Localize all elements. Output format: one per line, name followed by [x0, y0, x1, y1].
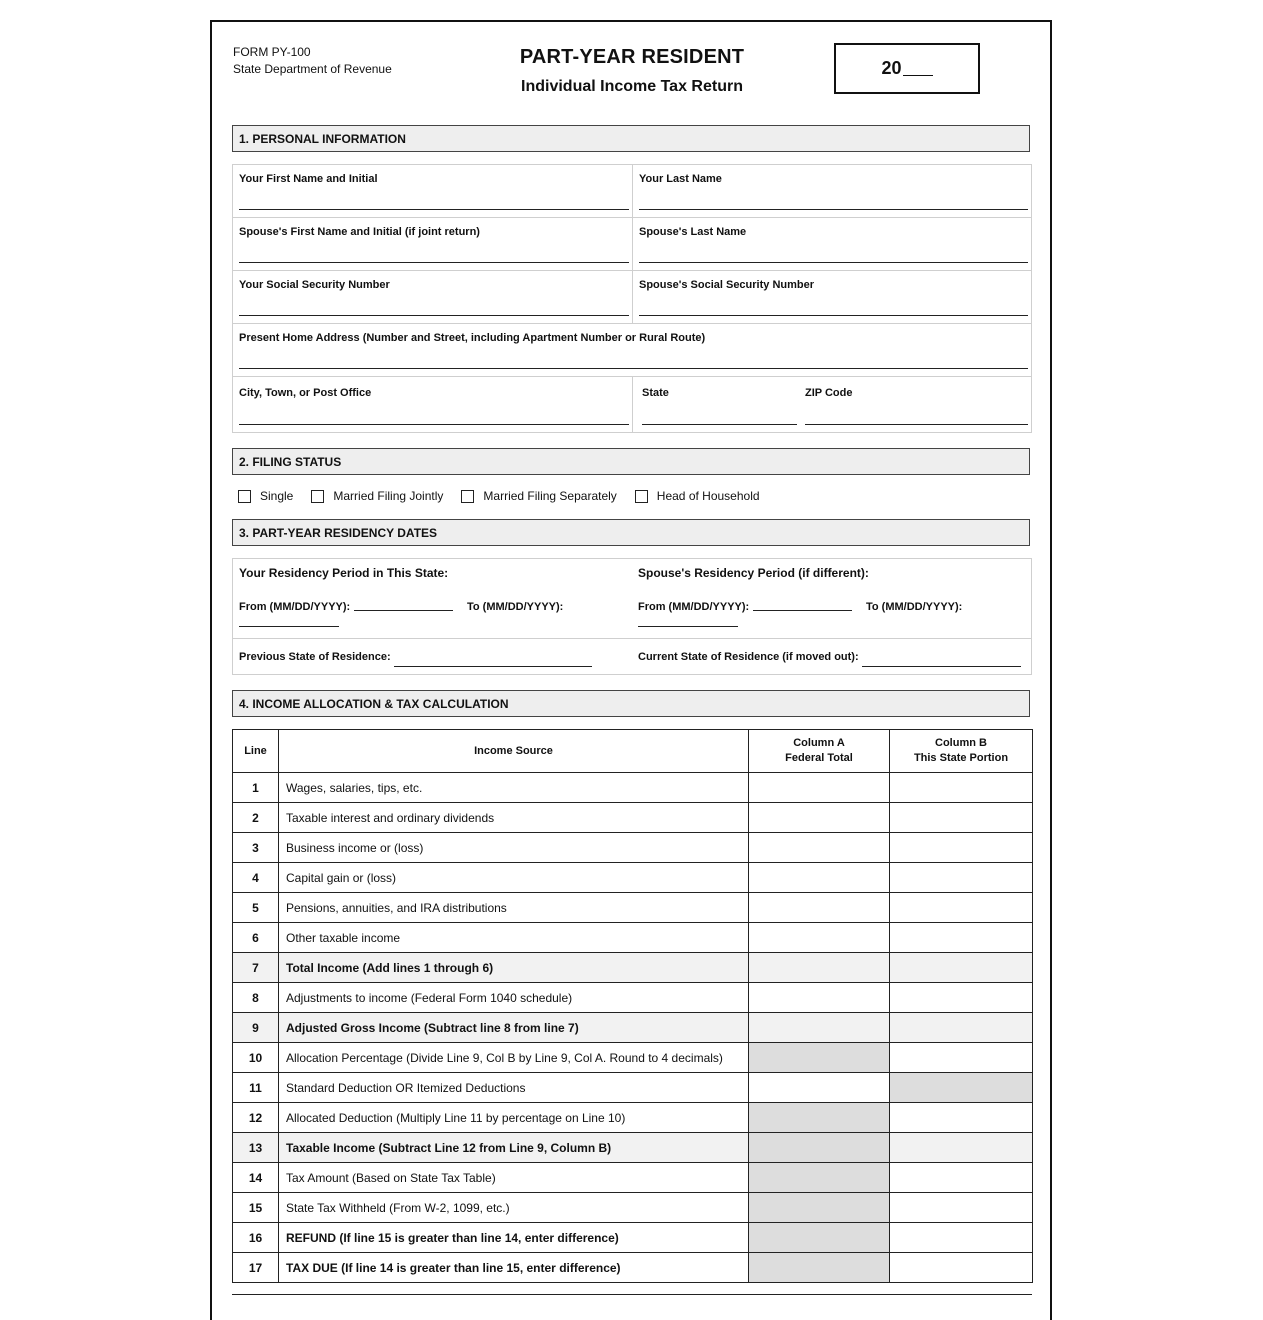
column-b-cell[interactable] — [890, 773, 1033, 803]
column-header-source: Income Source — [279, 730, 749, 773]
section-personal-info-heading: 1. PERSONAL INFORMATION — [232, 125, 1030, 152]
column-b-cell[interactable] — [890, 953, 1033, 983]
spouse-ssn-label: Spouse's Social Security Number — [639, 279, 815, 291]
form-title-block — [432, 46, 832, 96]
line-description: REFUND (If line 15 is greater than line 14, enter difference) — [279, 1223, 749, 1253]
column-a-cell-shaded — [749, 1223, 890, 1253]
city-field[interactable] — [233, 377, 632, 432]
column-a-cell[interactable] — [749, 983, 890, 1013]
column-a-cell[interactable] — [749, 803, 890, 833]
income-table — [232, 729, 1033, 1283]
column-b-cell[interactable] — [890, 923, 1033, 953]
column-b-cell[interactable] — [890, 1013, 1033, 1043]
column-b-cell[interactable] — [890, 1223, 1033, 1253]
table-row — [233, 953, 1033, 983]
filing-status-options — [238, 489, 778, 503]
table-row — [233, 1073, 1033, 1103]
income-table-header — [233, 730, 1033, 773]
spouse-first-name-label: Spouse's First Name and Initial (if joint return) — [239, 226, 480, 238]
table-row — [233, 983, 1033, 1013]
table-row — [233, 1223, 1033, 1253]
form-subtitle: Individual Income Tax Return — [521, 78, 743, 95]
spouse-last-name-field[interactable] — [632, 218, 1031, 270]
filing-status-married-jointly[interactable] — [311, 489, 443, 503]
ssn-field[interactable] — [233, 271, 632, 323]
state-zip-field — [632, 377, 1031, 432]
option-label: Married Filing Jointly — [333, 489, 444, 503]
previous-state-field — [233, 639, 632, 674]
column-a-cell-shaded — [749, 1253, 890, 1283]
spouse-to-label: To (MM/DD/YYYY): — [866, 601, 963, 613]
column-b-subtitle: This State Portion — [913, 752, 1009, 764]
first-name-line[interactable] — [239, 209, 629, 210]
line-number: 3 — [233, 833, 279, 863]
table-row — [233, 1163, 1033, 1193]
current-state-field — [632, 639, 1031, 674]
previous-state-label: Previous State of Residence: — [239, 651, 391, 663]
option-label: Head of Household — [656, 489, 760, 503]
spouse-ssn-line[interactable] — [639, 315, 1028, 316]
line-description: Capital gain or (loss) — [279, 863, 749, 893]
line-number: 15 — [233, 1193, 279, 1223]
spouse-last-name-line[interactable] — [639, 262, 1028, 263]
column-b-cell[interactable] — [890, 1133, 1033, 1163]
last-name-label: Your Last Name — [639, 173, 722, 185]
tax-year-blank[interactable] — [903, 61, 933, 76]
zip-label: ZIP Code — [805, 387, 853, 399]
option-label: Single — [260, 489, 294, 503]
column-a-cell-shaded — [749, 1163, 890, 1193]
column-a-title: Column A — [793, 737, 845, 749]
form-identifier — [233, 44, 392, 78]
current-state-label: Current State of Residence (if moved out): — [638, 651, 859, 663]
column-a-cell-shaded — [749, 1133, 890, 1163]
line-number: 7 — [233, 953, 279, 983]
column-a-cell[interactable] — [749, 1013, 890, 1043]
your-to-label: To (MM/DD/YYYY): — [467, 601, 564, 613]
next-section-divider — [232, 1294, 1032, 1295]
tax-year-prefix: 20 — [881, 58, 902, 78]
spouse-last-name-label: Spouse's Last Name — [639, 226, 747, 238]
option-label: Married Filing Separately — [483, 489, 617, 503]
table-row — [233, 803, 1033, 833]
form-code: FORM PY-100 — [233, 45, 311, 59]
residency-grid — [232, 558, 1032, 675]
personal-info-grid — [232, 164, 1032, 433]
address-field[interactable] — [233, 324, 1031, 376]
column-b-cell[interactable] — [890, 1253, 1033, 1283]
column-header-a — [749, 730, 890, 773]
line-number: 1 — [233, 773, 279, 803]
first-name-field[interactable] — [233, 165, 632, 217]
line-number: 2 — [233, 803, 279, 833]
line-number: 5 — [233, 893, 279, 923]
line-description: Adjusted Gross Income (Subtract line 8 from line 7) — [279, 1013, 749, 1043]
column-b-cell[interactable] — [890, 1103, 1033, 1133]
line-description: Business income or (loss) — [279, 833, 749, 863]
tax-year-box[interactable] — [834, 43, 980, 94]
column-b-cell[interactable] — [890, 893, 1033, 923]
line-description: Standard Deduction OR Itemized Deductions — [279, 1073, 749, 1103]
spouse-first-name-line[interactable] — [239, 262, 629, 263]
your-to-date-line[interactable] — [239, 626, 339, 627]
table-row — [233, 863, 1033, 893]
last-name-field[interactable] — [632, 165, 1031, 217]
table-row — [233, 1103, 1033, 1133]
column-a-cell[interactable] — [749, 953, 890, 983]
line-description: Tax Amount (Based on State Tax Table) — [279, 1163, 749, 1193]
line-description: Total Income (Add lines 1 through 6) — [279, 953, 749, 983]
line-number: 6 — [233, 923, 279, 953]
column-b-cell[interactable] — [890, 803, 1033, 833]
line-description: Taxable interest and ordinary dividends — [279, 803, 749, 833]
column-header-b — [890, 730, 1033, 773]
column-a-cell[interactable] — [749, 923, 890, 953]
line-number: 10 — [233, 1043, 279, 1073]
column-a-cell[interactable] — [749, 1073, 890, 1103]
line-description: Adjustments to income (Federal Form 1040 schedule) — [279, 983, 749, 1013]
column-a-cell-shaded — [749, 1193, 890, 1223]
column-b-cell-shaded — [890, 1073, 1033, 1103]
table-row — [233, 1133, 1033, 1163]
section-income-heading: 4. INCOME ALLOCATION & TAX CALCULATION — [232, 690, 1030, 717]
your-from-label: From (MM/DD/YYYY): — [239, 601, 351, 613]
checkbox-married-separately[interactable] — [461, 490, 474, 503]
city-label: City, Town, or Post Office — [239, 387, 372, 399]
your-from-date-line[interactable] — [354, 610, 453, 611]
spouse-ssn-field[interactable] — [632, 271, 1031, 323]
column-a-cell-shaded — [749, 1043, 890, 1073]
ssn-label: Your Social Security Number — [239, 279, 390, 291]
state-line[interactable] — [642, 424, 797, 425]
line-description: State Tax Withheld (From W-2, 1099, etc.) — [279, 1193, 749, 1223]
column-a-cell[interactable] — [749, 833, 890, 863]
line-number: 11 — [233, 1073, 279, 1103]
checkbox-head-of-household[interactable] — [635, 490, 648, 503]
state-label: State — [642, 387, 669, 399]
line-description: TAX DUE (If line 14 is greater than line 15, enter difference) — [279, 1253, 749, 1283]
line-number: 17 — [233, 1253, 279, 1283]
column-a-cell[interactable] — [749, 863, 890, 893]
line-description: Allocated Deduction (Multiply Line 11 by percentage on Line 10) — [279, 1103, 749, 1133]
spouse-residency-period — [632, 559, 1031, 638]
table-row — [233, 773, 1033, 803]
address-label: Present Home Address (Number and Street, including Apartment Number or Rural Route) — [239, 332, 706, 344]
table-row — [233, 893, 1033, 923]
section-residency-heading: 3. PART-YEAR RESIDENCY DATES — [232, 519, 1030, 546]
your-residency-heading: Your Residency Period in This State: — [239, 566, 449, 580]
table-row — [233, 1013, 1033, 1043]
ssn-line[interactable] — [239, 315, 629, 316]
zip-line[interactable] — [805, 424, 1028, 425]
table-row — [233, 1043, 1033, 1073]
checkbox-single[interactable] — [238, 490, 251, 503]
form-title: PART-YEAR RESIDENT — [519, 46, 745, 68]
spouse-from-label: From (MM/DD/YYYY): — [638, 601, 750, 613]
table-row — [233, 1193, 1033, 1223]
line-description: Wages, salaries, tips, etc. — [279, 773, 749, 803]
column-b-cell[interactable] — [890, 833, 1033, 863]
column-header-line: Line — [233, 730, 279, 773]
filing-status-head-of-household[interactable] — [635, 489, 760, 503]
column-b-cell[interactable] — [890, 983, 1033, 1013]
your-residency-period — [233, 559, 632, 638]
form-page — [210, 20, 1052, 1320]
line-description: Taxable Income (Subtract Line 12 from Line 9, Column B) — [279, 1133, 749, 1163]
column-a-cell-shaded — [749, 1103, 890, 1133]
spouse-residency-heading: Spouse's Residency Period (if different): — [638, 566, 869, 580]
spouse-from-date-line[interactable] — [753, 610, 852, 611]
column-b-cell[interactable] — [890, 1043, 1033, 1073]
filing-status-single[interactable] — [238, 489, 293, 503]
first-name-label: Your First Name and Initial — [239, 173, 378, 185]
table-row — [233, 923, 1033, 953]
column-a-subtitle: Federal Total — [785, 752, 853, 764]
line-number: 16 — [233, 1223, 279, 1253]
checkbox-married-jointly[interactable] — [311, 490, 324, 503]
department-name: State Department of Revenue — [233, 62, 392, 76]
column-a-cell[interactable] — [749, 893, 890, 923]
table-row — [233, 833, 1033, 863]
section-filing-status-heading: 2. FILING STATUS — [232, 448, 1030, 475]
line-number: 9 — [233, 1013, 279, 1043]
line-description: Allocation Percentage (Divide Line 9, Col B by Line 9, Col A. Round to 4 decimals) — [279, 1043, 749, 1073]
line-number: 14 — [233, 1163, 279, 1193]
spouse-first-name-field[interactable] — [233, 218, 632, 270]
column-b-cell[interactable] — [890, 863, 1033, 893]
table-row — [233, 1253, 1033, 1283]
line-description: Other taxable income — [279, 923, 749, 953]
column-b-cell[interactable] — [890, 1193, 1033, 1223]
address-line[interactable] — [239, 368, 1028, 369]
line-description: Pensions, annuities, and IRA distributions — [279, 893, 749, 923]
last-name-line[interactable] — [639, 209, 1028, 210]
column-b-title: Column B — [935, 737, 987, 749]
line-number: 12 — [233, 1103, 279, 1133]
city-line[interactable] — [239, 424, 629, 425]
filing-status-married-separately[interactable] — [461, 489, 616, 503]
previous-state-line[interactable] — [394, 666, 592, 667]
current-state-line[interactable] — [862, 666, 1021, 667]
column-a-cell[interactable] — [749, 773, 890, 803]
line-number: 4 — [233, 863, 279, 893]
column-b-cell[interactable] — [890, 1163, 1033, 1193]
spouse-to-date-line[interactable] — [638, 626, 738, 627]
line-number: 13 — [233, 1133, 279, 1163]
line-number: 8 — [233, 983, 279, 1013]
